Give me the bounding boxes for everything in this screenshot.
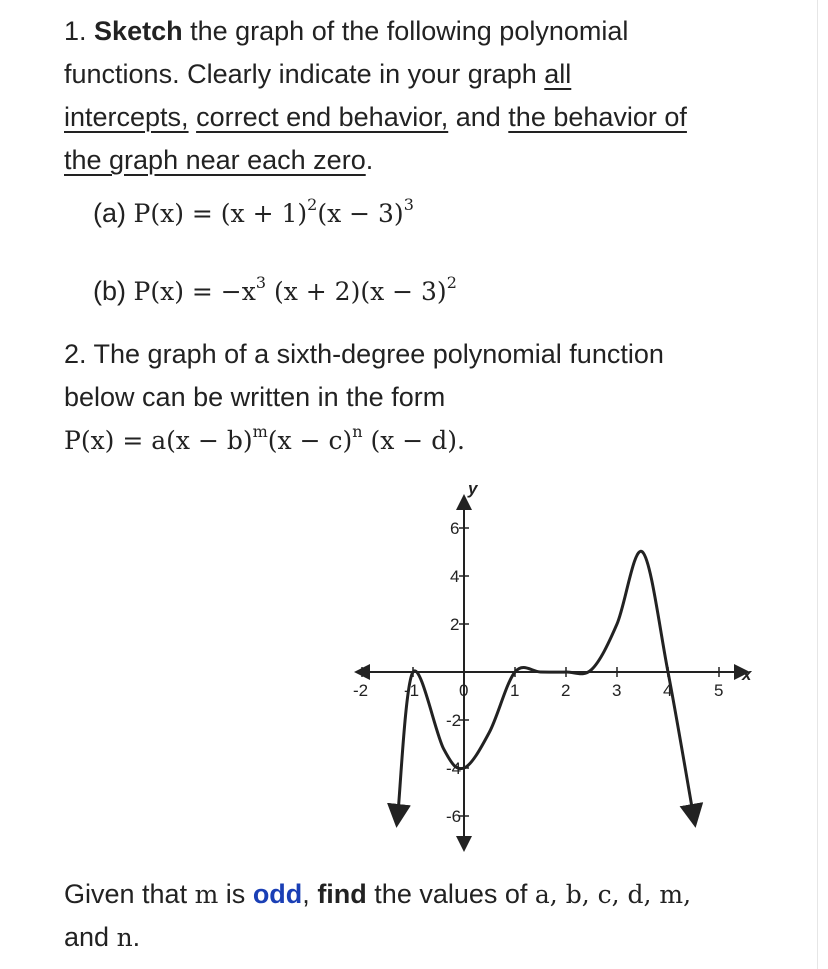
x-axis-label: x	[742, 665, 752, 684]
x-tick-label: 4	[663, 681, 673, 700]
q2-formula	[64, 419, 664, 462]
q1-text-2: functions. Clearly indicate in your graph	[64, 59, 545, 89]
part-b-exp-1: 3	[255, 273, 267, 292]
y-tick-label: 2	[450, 615, 460, 634]
q1-number: 1.	[64, 16, 87, 46]
y-axis-label: y	[468, 479, 478, 498]
part-b	[93, 271, 457, 312]
part-b-formula	[133, 273, 457, 306]
page-edge	[817, 0, 818, 969]
q3-line-2	[64, 916, 691, 959]
polynomial-curve	[398, 551, 694, 816]
q1-line-1	[64, 10, 687, 53]
question-3	[64, 873, 691, 959]
q1-line-2	[64, 53, 687, 96]
x-tick-label: 3	[612, 681, 622, 700]
q3-var-n: n	[116, 923, 133, 952]
q2-formula-part-1: P(x) = a(x − b)	[64, 426, 253, 455]
part-b-mid: (x + 2)(x − 3)	[266, 277, 447, 306]
part-b-exp-2: 2	[446, 273, 457, 292]
part-a-expr: P(x) = (x + 1)	[133, 199, 308, 228]
x-tick-label: 0	[459, 681, 469, 700]
q1-line-4	[64, 139, 687, 182]
polynomial-graph	[350, 478, 770, 858]
x-tick-label: 1	[510, 681, 520, 700]
y-tick-label: -6	[446, 807, 462, 826]
q3-text-1: Given that	[64, 879, 195, 909]
part-b-label: (b)	[93, 276, 126, 306]
q2-formula-part-2: (x − c)	[267, 426, 353, 455]
part-a-mid: (x − 3)	[317, 199, 404, 228]
q3-text-4: the values of	[366, 879, 535, 909]
part-a-exp-1: 2	[307, 195, 318, 214]
y-tick-label: -4	[446, 759, 462, 778]
q3-text-2: is	[218, 879, 253, 909]
q1-text-1: the graph of the following polynomial	[182, 16, 629, 46]
q1-bold-word: Sketch	[94, 16, 183, 46]
x-tick-label: 2	[561, 681, 571, 700]
q3-period: .	[132, 922, 141, 952]
x-tick-label: -2	[353, 681, 369, 700]
q1-underline-5: the graph near each zero	[64, 145, 366, 175]
x-tick-label: -1	[404, 681, 420, 700]
q2-line-1: 2. The graph of a sixth-degree polynomial function	[64, 339, 664, 369]
question-1	[64, 10, 687, 182]
q2-exp-n: n	[352, 422, 363, 441]
q1-underline-2: intercepts,	[64, 102, 189, 132]
q3-odd: odd	[252, 879, 303, 909]
q2-line-2: below can be written in the form	[64, 382, 446, 412]
q3-text-3: ,	[302, 879, 318, 909]
q1-and: and	[448, 102, 509, 132]
q1-underline-3: correct end behavior,	[196, 102, 449, 132]
q1-line-3	[64, 96, 687, 139]
q2-exp-m: m	[252, 422, 268, 441]
part-a	[93, 193, 414, 234]
question-2	[64, 333, 664, 462]
q3-var-m: m	[194, 880, 219, 909]
q2-formula-part-3: (x − d)	[362, 426, 457, 455]
part-a-label: (a)	[93, 198, 126, 228]
y-tick-label: 6	[450, 519, 460, 538]
q3-line-1	[64, 873, 691, 916]
q3-find: find	[317, 879, 367, 909]
part-a-exp-2: 3	[403, 195, 414, 214]
q1-underline-4: the behavior of	[508, 102, 687, 132]
part-b-expr: P(x) = −x	[133, 277, 256, 306]
q3-text-5: and	[64, 922, 117, 952]
q2-period: .	[456, 426, 465, 455]
x-tick-label: 5	[714, 681, 724, 700]
q3-vars: a, b, c, d, m,	[534, 880, 692, 909]
part-a-formula	[133, 195, 414, 228]
y-tick-label: 4	[450, 567, 460, 586]
q1-underline-1: all	[544, 59, 572, 89]
y-tick-label: -2	[446, 711, 462, 730]
q1-period: .	[365, 145, 374, 175]
